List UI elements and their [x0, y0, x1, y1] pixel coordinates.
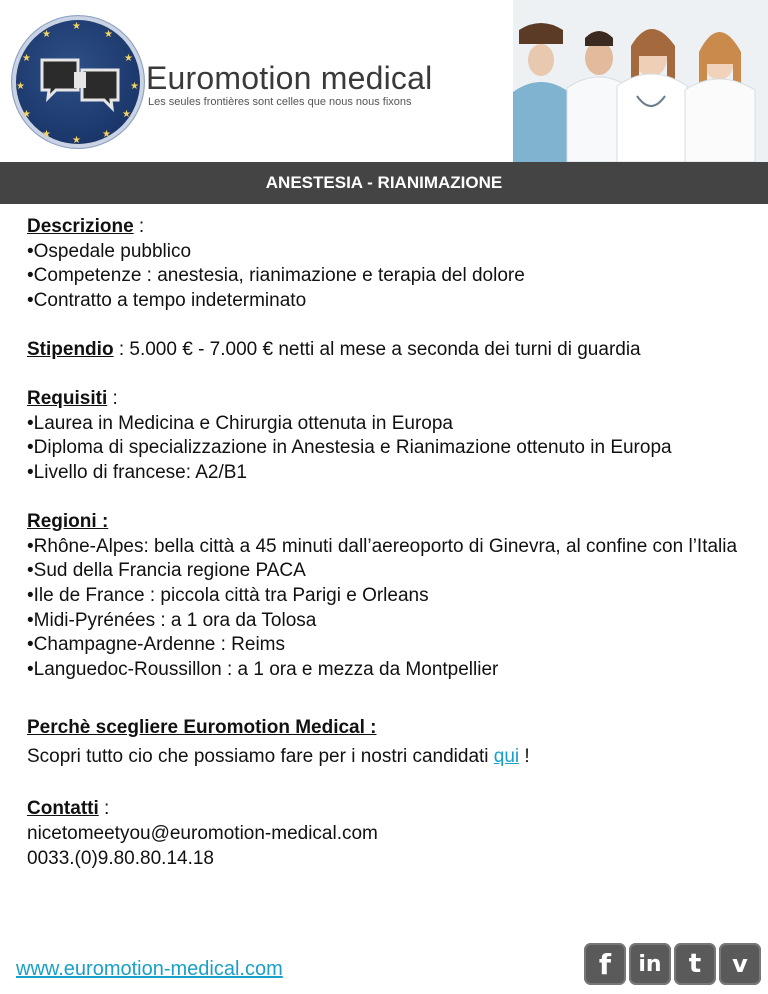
speech-bubbles-icon: [38, 56, 122, 116]
list-item: •Ospedale pubblico: [27, 240, 192, 262]
twitter-icon[interactable]: t: [674, 943, 716, 985]
job-description: [27, 215, 747, 871]
website-link[interactable]: www.euromotion-medical.com: [16, 958, 283, 980]
logo-emblem: ★ ★ ★ ★ ★ ★ ★ ★ ★ ★ ★ ★: [12, 16, 144, 148]
list-item: •Livello di francese: A2/B1: [27, 461, 248, 483]
job-title-banner: ANESTESIA - RIANIMAZIONE: [0, 162, 768, 204]
contatti-heading: Contatti: [27, 798, 99, 820]
qui-link[interactable]: qui: [493, 745, 520, 767]
list-item: •Champagne-Ardenne : Reims: [27, 634, 286, 656]
descrizione-colon: :: [133, 216, 145, 237]
contact-phone: 0033.(0)9.80.80.14.18: [27, 847, 214, 869]
list-item: •Rhône-Alpes: bella città a 45 minuti dall’aereoporto di Ginevra, al confine con l’Italia: [27, 535, 738, 557]
doctors-photo: [513, 0, 768, 162]
requisiti-colon: :: [107, 388, 118, 410]
stipendio-heading: Stipendio: [27, 338, 114, 360]
list-item: •Laurea in Medicina e Chirurgia ottenuta in Europa: [27, 412, 453, 434]
viadeo-icon[interactable]: v: [719, 943, 761, 985]
requisiti-heading: Requisiti: [27, 388, 108, 410]
facebook-icon[interactable]: f: [584, 943, 626, 985]
list-item: •Languedoc-Roussillon : a 1 ora e mezza da Montpellier: [27, 658, 499, 680]
header: [0, 0, 768, 162]
regioni-heading: Regioni :: [27, 511, 109, 533]
list-item: •Midi-Pyrénées : a 1 ora da Tolosa: [27, 609, 317, 631]
contatti-colon: :: [98, 798, 110, 820]
contact-email[interactable]: nicetomeetyou@euromotion-medical.com: [27, 823, 378, 845]
descrizione-heading: Descrizione: [27, 216, 134, 237]
stipendio-text: : 5.000 € - 7.000 € netti al mese a seconda dei turni di guardia: [113, 338, 641, 360]
list-item: •Diploma di specializzazione in Anestesia e Rianimazione ottenuto in Europa: [27, 437, 672, 459]
brand-name: Euromotion medical: [146, 60, 433, 96]
list-item: •Competenze : anestesia, rianimazione e terapia del dolore: [27, 265, 525, 287]
brand-tagline: Les seules frontières sont celles que nous nous fixons: [148, 96, 412, 108]
perche-heading: Perchè scegliere Euromotion Medical :: [27, 717, 377, 739]
list-item: •Ile de France : piccola città tra Parigi e Orleans: [27, 584, 429, 606]
perche-text: Scopri tutto cio che possiamo fare per i nostri candidati: [27, 745, 494, 767]
linkedin-icon[interactable]: in: [629, 943, 671, 985]
perche-exclaim: !: [519, 745, 530, 767]
list-item: •Contratto a tempo indeterminato: [27, 289, 307, 311]
list-item: •Sud della Francia regione PACA: [27, 560, 306, 582]
